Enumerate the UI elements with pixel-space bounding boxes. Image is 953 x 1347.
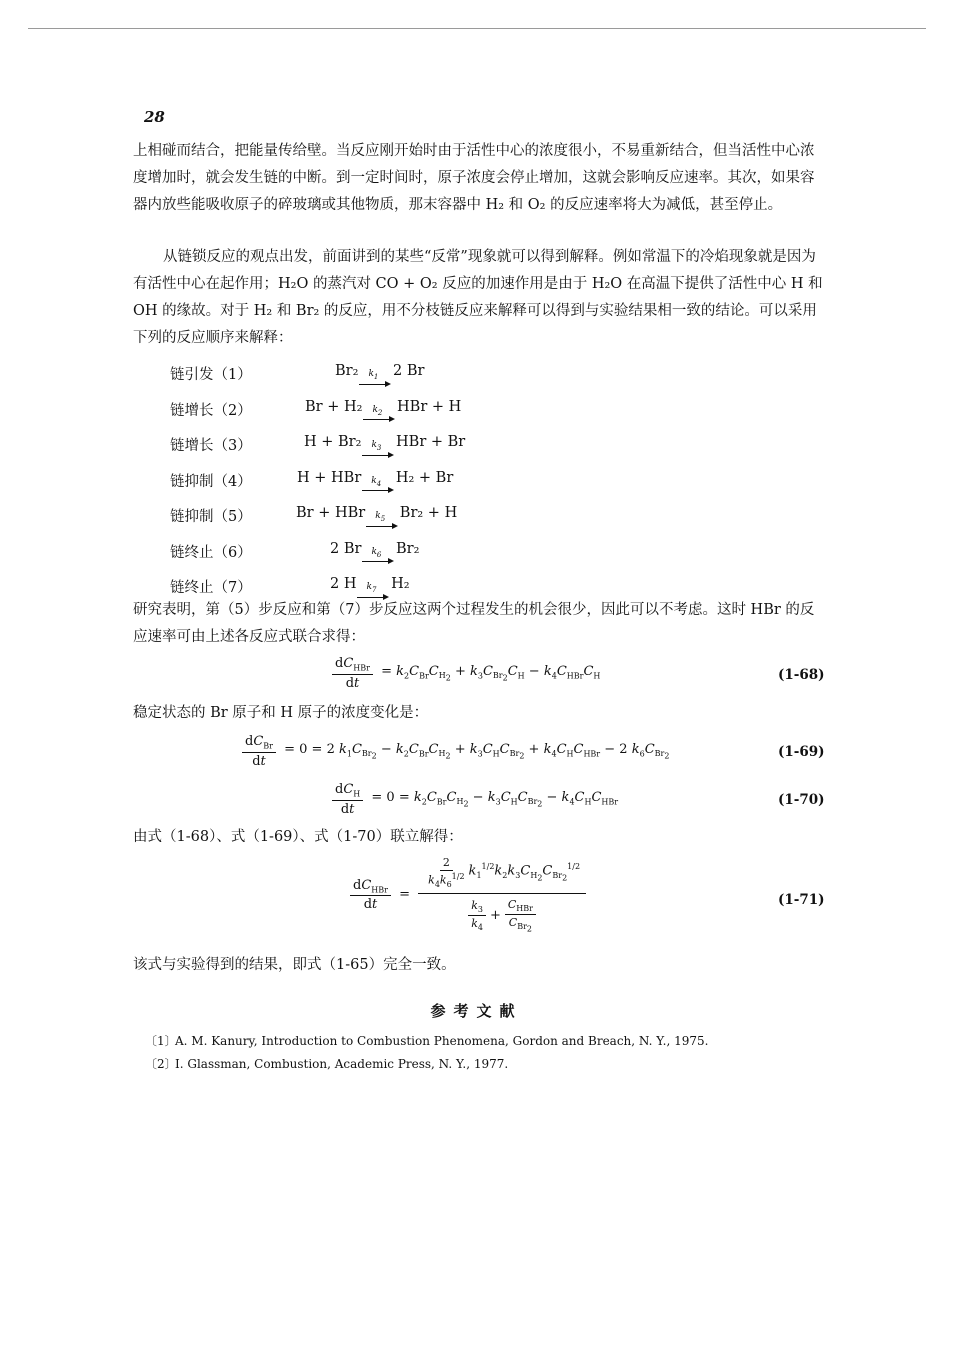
equation-1-69: $\frac{dC_{Br}}{dt}$ = 0 = 2 $k_1C_{Br_2} - k_2C_{Br}C_{H_2} + k_3C_HC_{Br_2} + k_4C_HC_{HBr} - 2$ $k_6C_{Br_2}$ (238, 734, 669, 769)
fraction: $\frac{C_{HBr}}{C_{Br_2}}$ (505, 898, 536, 934)
arrow-icon: $k_6$ (362, 548, 390, 563)
arrow-icon: $k_3$ (362, 441, 390, 456)
equation-number: (1-69) (778, 744, 825, 760)
arrow-icon: $k_7$ (357, 583, 385, 598)
reaction-step (170, 502, 570, 538)
products: Br₂ (396, 540, 420, 557)
fraction: $\frac{dC_{HBr}}{dt}$ (350, 878, 391, 913)
paragraph-continued: 上相碰而结合，把能量传给壁。当反应刚开始时由于活性中心的浓度很小，不易重新结合，但当活性中心浓度增加时，就会发生链的中断。到一定时间时，原子浓度会停止增加，这就会影响反应速率。其次，如果容器内放些能吸收原子的碎玻璃或其他物质，那末容器中 H₂ 和 O₂ 的反应速率将大为减低，甚至停止。 (133, 143, 815, 213)
paragraph-research: 研究表明，第（5）步反应和第（7）步反应这两个过程发生的机会很少，因此可以不考虑。这时 HBr 的反应速率可由上述各反应式联合求得： (133, 602, 815, 645)
products: Br₂ + H (399, 505, 458, 521)
fraction: $\frac{2}{k_4k_6^{1/2}}$ (428, 856, 465, 889)
step-reaction (305, 399, 461, 421)
reaction-step (170, 396, 570, 432)
step-label: 链引发（1） (170, 367, 252, 383)
step-reaction (297, 470, 453, 492)
reaction-steps (170, 360, 570, 609)
fraction: $\frac{k_3}{k_4}$ (468, 899, 486, 932)
step-label: 链增长（3） (170, 438, 252, 454)
step-reaction (330, 576, 410, 598)
fraction: $\frac{2}{k_4k_6^{1/2}}$ $k_1^{1/2}k_2k_3C_{H_2}C_{Br_2}^{1/2}$ $\frac{k_3}{k_4}$ + $\frac{C_{HBr}}{C_{Br_2}}$ (418, 856, 586, 934)
equation-1-71: $\frac{dC_{HBr}}{dt}$ = $\frac{2}{k_4k_6^{1/2}}$ $k_1^{1/2}k_2k_3C_{H_2}C_{Br_2}^{1/2}$ $\frac{k_3}{k_4}$ + $\frac{C_{HBr}}{C_{Br_2}}$ (346, 856, 590, 934)
step-label: 链抑制（4） (170, 473, 252, 490)
step-reaction (304, 434, 465, 456)
reactants: H + Br₂ (304, 434, 362, 450)
fraction: $\frac{dC_{HBr}}{dt}$ (332, 656, 373, 691)
reaction-step (170, 431, 570, 467)
products: HBr + Br (396, 434, 466, 450)
fraction: $\frac{dC_H}{dt}$ (332, 782, 363, 817)
step-label: 链终止（6） (170, 544, 252, 561)
equation-1-68: $\frac{dC_{HBr}}{dt}$ = $k_2C_{Br}C_{H_2} + k_3C_{Br_2}C_H - k_4C_{HBr}C_H$ (328, 656, 600, 691)
step-label: 链抑制（5） (170, 509, 252, 525)
reaction-step (170, 467, 570, 503)
step-label: 链终止（7） (170, 580, 252, 596)
equation-number: (1-71) (778, 892, 825, 908)
step-label: 链增长（2） (170, 402, 252, 419)
page-number: 28 (144, 108, 165, 126)
products: H₂ + Br (395, 469, 454, 486)
paragraph-chain-explanation: 从链锁反应的观点出发，前面讲到的某些“反常”现象就可以得到解释。例如常温下的冷焰现象就是因为有活性中心在起作用；H₂O 的蒸汽对 CO + O₂ 反应的加速作用是由于 H₂O 在高温下提供了活性中心 H 和 OH 的缘故。对于 H₂ 和 Br₂ 的反应，用不分枝链反应来解释可以得到与实验结果相一致的结论。可以采用下列的反应顺序来解释： (133, 249, 823, 346)
paragraph-combined: 由式（1-68）、式（1-69）、式（1-70）联立解得： (133, 829, 463, 845)
references-heading: 参考文献 (430, 1002, 523, 1020)
reaction-step (170, 360, 570, 396)
reactants: 2 H (330, 576, 357, 592)
reactants: Br + H₂ (305, 398, 363, 415)
arrow-icon: $k_1$ (359, 370, 387, 385)
arrow-icon: $k_2$ (363, 406, 391, 421)
reference-item: 〔1〕A. M. Kanury, Introduction to Combustion Phenomena, Gordon and Breach, N. Y., 1975. (145, 1034, 709, 1048)
products: H₂ (391, 576, 410, 592)
equation-1-70: $\frac{dC_H}{dt}$ = $0 = k_2C_{Br}C_{H_2} - k_3C_HC_{Br_2} - k_4C_HC_{HBr}$ (328, 782, 618, 817)
arrow-icon: $k_5$ (366, 512, 394, 527)
step-reaction (335, 363, 424, 385)
paragraph-steady-state: 稳定状态的 Br 原子和 H 原子的浓度变化是： (133, 705, 429, 721)
step-reaction (296, 505, 457, 527)
paragraph-conclusion: 该式与实验得到的结果，即式（1-65）完全一致。 (133, 957, 456, 973)
reactants: Br₂ (335, 363, 359, 379)
equation-number: (1-68) (778, 667, 825, 683)
step-reaction (330, 541, 419, 563)
products: HBr + H (397, 398, 462, 415)
reactants: H + HBr (297, 469, 362, 486)
reactants: 2 Br (330, 540, 362, 557)
top-rule (28, 28, 926, 29)
arrow-icon: $k_4$ (362, 477, 390, 492)
reaction-step (170, 538, 570, 574)
products: 2 Br (393, 363, 425, 379)
reactants: Br + HBr (296, 505, 366, 521)
reference-item: 〔2〕I. Glassman, Combustion, Academic Press, N. Y., 1977. (145, 1057, 509, 1071)
fraction: $\frac{dC_{Br}}{dt}$ (242, 734, 276, 769)
equation-number: (1-70) (778, 792, 825, 808)
